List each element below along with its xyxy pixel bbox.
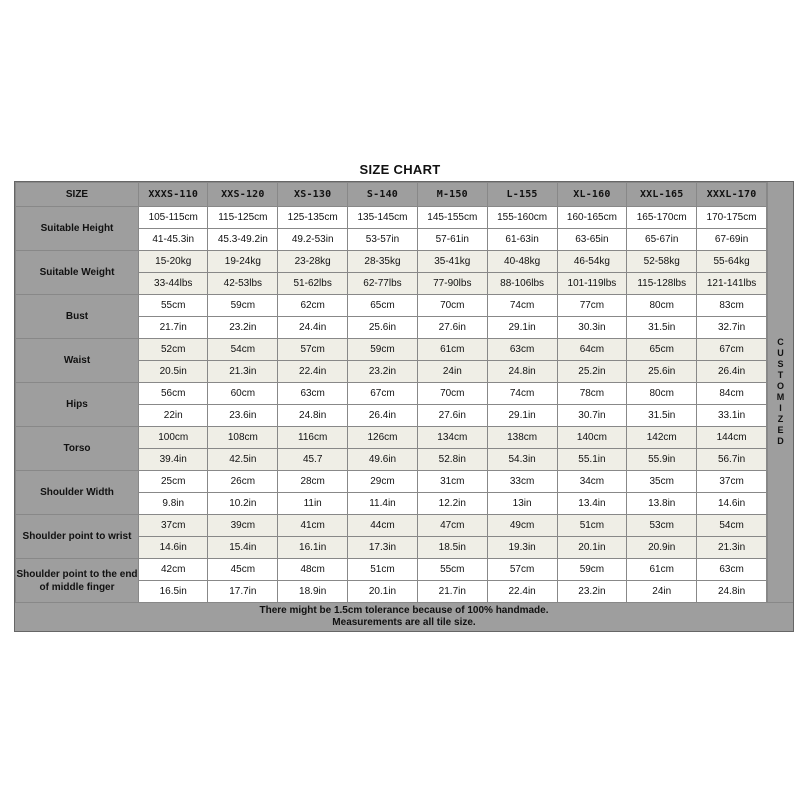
table-cell: 19.3in <box>487 537 557 559</box>
table-cell: 63cm <box>697 559 767 581</box>
table-cell: 20.1in <box>557 537 627 559</box>
table-cell: 30.3in <box>557 317 627 339</box>
table-cell: 56cm <box>139 383 208 405</box>
table-cell: 33.1in <box>697 405 767 427</box>
table-cell: 144cm <box>697 427 767 449</box>
table-cell: 54cm <box>208 339 278 361</box>
table-row <box>16 295 767 317</box>
table-cell: 78cm <box>557 383 627 405</box>
note-line: There might be 1.5cm tolerance because of 100% handmade. <box>259 605 549 616</box>
header-xl-160: XL-160 <box>557 183 627 207</box>
table-cell: 84cm <box>697 383 767 405</box>
table-cell: 70cm <box>417 383 487 405</box>
table-cell: 11.4in <box>348 493 418 515</box>
table-cell: 23.2in <box>208 317 278 339</box>
table-cell: 135-145cm <box>348 207 418 229</box>
header-xxs-120: XXS-120 <box>208 183 278 207</box>
table-cell: 77cm <box>557 295 627 317</box>
table-cell: 45.3-49.2in <box>208 229 278 251</box>
table-cell: 155-160cm <box>487 207 557 229</box>
table-row <box>16 559 767 581</box>
table-cell: 54.3in <box>487 449 557 471</box>
table-cell: 160-165cm <box>557 207 627 229</box>
table-cell: 23.2in <box>348 361 418 383</box>
table-cell: 22.4in <box>278 361 348 383</box>
table-cell: 55-64kg <box>697 251 767 273</box>
table-cell: 13in <box>487 493 557 515</box>
header-xxl-165: XXL-165 <box>627 183 697 207</box>
table-cell: 15-20kg <box>139 251 208 273</box>
table-cell: 35cm <box>627 471 697 493</box>
table-cell: 46-54kg <box>557 251 627 273</box>
row-label: Suitable Weight <box>16 251 139 295</box>
table-cell: 74cm <box>487 383 557 405</box>
table-cell: 51cm <box>348 559 418 581</box>
table-cell: 52.8in <box>417 449 487 471</box>
table-cell: 49.6in <box>348 449 418 471</box>
table-cell: 28cm <box>278 471 348 493</box>
table-cell: 116cm <box>278 427 348 449</box>
table-cell: 51-62lbs <box>278 273 348 295</box>
table-cell: 59cm <box>348 339 418 361</box>
table-cell: 55cm <box>139 295 208 317</box>
table-cell: 42cm <box>139 559 208 581</box>
table-cell: 121-141lbs <box>697 273 767 295</box>
table-cell: 67-69in <box>697 229 767 251</box>
table-cell: 45cm <box>208 559 278 581</box>
table-cell: 14.6in <box>697 493 767 515</box>
table-cell: 9.8in <box>139 493 208 515</box>
row-label: Bust <box>16 295 139 339</box>
table-cell: 47cm <box>417 515 487 537</box>
table-cell: 42.5in <box>208 449 278 471</box>
table-cell: 28-35kg <box>348 251 418 273</box>
customized-label: CUSTOMIZED <box>775 337 786 447</box>
table-cell: 49cm <box>487 515 557 537</box>
row-label: Shoulder point to the end of middle finger <box>16 559 139 603</box>
table-cell: 145-155cm <box>417 207 487 229</box>
table-cell: 29cm <box>348 471 418 493</box>
table-cell: 67cm <box>697 339 767 361</box>
table-cell: 13.4in <box>557 493 627 515</box>
table-body <box>16 207 767 603</box>
table-cell: 59cm <box>208 295 278 317</box>
tolerance-note <box>15 602 793 631</box>
table-cell: 59cm <box>557 559 627 581</box>
table-cell: 44cm <box>348 515 418 537</box>
table-cell: 17.3in <box>348 537 418 559</box>
table-cell: 55.9in <box>627 449 697 471</box>
table-cell: 27.6in <box>417 317 487 339</box>
table-cell: 64cm <box>557 339 627 361</box>
table-row <box>16 251 767 273</box>
table-cell: 55cm <box>417 559 487 581</box>
table-cell: 138cm <box>487 427 557 449</box>
table-cell: 11in <box>278 493 348 515</box>
table-cell: 170-175cm <box>697 207 767 229</box>
size-table <box>15 182 767 603</box>
table-row <box>16 427 767 449</box>
table-cell: 12.2in <box>417 493 487 515</box>
table-cell: 25.6in <box>627 361 697 383</box>
table-cell: 30.7in <box>557 405 627 427</box>
table-cell: 55.1in <box>557 449 627 471</box>
table-row <box>16 383 767 405</box>
table-cell: 41cm <box>278 515 348 537</box>
table-cell: 41-45.3in <box>139 229 208 251</box>
table-cell: 57cm <box>278 339 348 361</box>
table-cell: 52cm <box>139 339 208 361</box>
table-cell: 33-44lbs <box>139 273 208 295</box>
table-cell: 20.5in <box>139 361 208 383</box>
table-cell: 74cm <box>487 295 557 317</box>
table-cell: 39cm <box>208 515 278 537</box>
table-cell: 134cm <box>417 427 487 449</box>
table-cell: 80cm <box>627 295 697 317</box>
table-cell: 31.5in <box>627 317 697 339</box>
header-l-155: L-155 <box>487 183 557 207</box>
table-cell: 49.2-53in <box>278 229 348 251</box>
table-cell: 63-65in <box>557 229 627 251</box>
header-s-140: S-140 <box>348 183 418 207</box>
table-cell: 27.6in <box>417 405 487 427</box>
table-cell: 57cm <box>487 559 557 581</box>
table-cell: 53-57in <box>348 229 418 251</box>
table-cell: 26.4in <box>697 361 767 383</box>
table-cell: 61-63in <box>487 229 557 251</box>
table-cell: 56.7in <box>697 449 767 471</box>
table-cell: 63cm <box>487 339 557 361</box>
table-cell: 62cm <box>278 295 348 317</box>
table-cell: 37cm <box>139 515 208 537</box>
table-row <box>16 471 767 493</box>
table-cell: 25cm <box>139 471 208 493</box>
table-cell: 63cm <box>278 383 348 405</box>
table-cell: 51cm <box>557 515 627 537</box>
table-cell: 115-125cm <box>208 207 278 229</box>
table-cell: 14.6in <box>139 537 208 559</box>
table-cell: 17.7in <box>208 581 278 603</box>
table-cell: 108cm <box>208 427 278 449</box>
table-cell: 39.4in <box>139 449 208 471</box>
row-label: Shoulder Width <box>16 471 139 515</box>
row-label: Hips <box>16 383 139 427</box>
chart-title: SIZE CHART <box>359 162 441 177</box>
header-xs-130: XS-130 <box>278 183 348 207</box>
table-cell: 22in <box>139 405 208 427</box>
table-cell: 26cm <box>208 471 278 493</box>
row-label: Torso <box>16 427 139 471</box>
table-cell: 37cm <box>697 471 767 493</box>
header-xxxl-170: XXXL-170 <box>697 183 767 207</box>
table-cell: 23.2in <box>557 581 627 603</box>
table-cell: 126cm <box>348 427 418 449</box>
table-cell: 24.8in <box>697 581 767 603</box>
table-cell: 15.4in <box>208 537 278 559</box>
table-cell: 65cm <box>348 295 418 317</box>
table-cell: 101-119lbs <box>557 273 627 295</box>
table-cell: 34cm <box>557 471 627 493</box>
table-cell: 88-106lbs <box>487 273 557 295</box>
table-cell: 21.3in <box>697 537 767 559</box>
table-cell: 22.4in <box>487 581 557 603</box>
table-cell: 125-135cm <box>278 207 348 229</box>
table-cell: 61cm <box>627 559 697 581</box>
table-cell: 26.4in <box>348 405 418 427</box>
table-cell: 24in <box>627 581 697 603</box>
table-cell: 60cm <box>208 383 278 405</box>
table-cell: 80cm <box>627 383 697 405</box>
table-cell: 24.8in <box>487 361 557 383</box>
table-cell: 57-61in <box>417 229 487 251</box>
row-label: Suitable Height <box>16 207 139 251</box>
table-cell: 61cm <box>417 339 487 361</box>
table-cell: 20.9in <box>627 537 697 559</box>
table-cell: 18.5in <box>417 537 487 559</box>
table-cell: 25.2in <box>557 361 627 383</box>
table-cell: 23.6in <box>208 405 278 427</box>
table-cell: 65-67in <box>627 229 697 251</box>
table-cell: 20.1in <box>348 581 418 603</box>
customized-sidebar <box>767 182 793 602</box>
table-cell: 105-115cm <box>139 207 208 229</box>
table-cell: 24.4in <box>278 317 348 339</box>
note-line: Measurements are all tile size. <box>332 617 476 628</box>
header-row <box>16 183 767 207</box>
table-cell: 77-90lbs <box>417 273 487 295</box>
row-label: Shoulder point to wrist <box>16 515 139 559</box>
table-cell: 83cm <box>697 295 767 317</box>
table-cell: 54cm <box>697 515 767 537</box>
table-cell: 18.9in <box>278 581 348 603</box>
table-cell: 29.1in <box>487 317 557 339</box>
table-cell: 24in <box>417 361 487 383</box>
row-label: Waist <box>16 339 139 383</box>
table-cell: 62-77lbs <box>348 273 418 295</box>
table-cell: 115-128lbs <box>627 273 697 295</box>
table-row <box>16 515 767 537</box>
header-m-150: M-150 <box>417 183 487 207</box>
table-cell: 45.7 <box>278 449 348 471</box>
table-cell: 31cm <box>417 471 487 493</box>
table-cell: 13.8in <box>627 493 697 515</box>
table-cell: 48cm <box>278 559 348 581</box>
header-xxxs-110: XXXS-110 <box>139 183 208 207</box>
table-cell: 100cm <box>139 427 208 449</box>
table-cell: 67cm <box>348 383 418 405</box>
table-cell: 52-58kg <box>627 251 697 273</box>
table-cell: 24.8in <box>278 405 348 427</box>
table-cell: 25.6in <box>348 317 418 339</box>
table-cell: 21.3in <box>208 361 278 383</box>
table-cell: 165-170cm <box>627 207 697 229</box>
size-chart <box>14 181 794 632</box>
table-cell: 32.7in <box>697 317 767 339</box>
table-cell: 35-41kg <box>417 251 487 273</box>
table-cell: 29.1in <box>487 405 557 427</box>
table-cell: 142cm <box>627 427 697 449</box>
table-cell: 42-53lbs <box>208 273 278 295</box>
table-cell: 53cm <box>627 515 697 537</box>
table-row <box>16 207 767 229</box>
table-cell: 65cm <box>627 339 697 361</box>
table-cell: 140cm <box>557 427 627 449</box>
table-cell: 40-48kg <box>487 251 557 273</box>
table-cell: 21.7in <box>139 317 208 339</box>
table-cell: 33cm <box>487 471 557 493</box>
table-row <box>16 339 767 361</box>
table-cell: 70cm <box>417 295 487 317</box>
table-cell: 21.7in <box>417 581 487 603</box>
header-size: SIZE <box>16 183 139 207</box>
table-cell: 31.5in <box>627 405 697 427</box>
table-cell: 19-24kg <box>208 251 278 273</box>
table-cell: 16.5in <box>139 581 208 603</box>
table-cell: 10.2in <box>208 493 278 515</box>
table-cell: 23-28kg <box>278 251 348 273</box>
table-cell: 16.1in <box>278 537 348 559</box>
